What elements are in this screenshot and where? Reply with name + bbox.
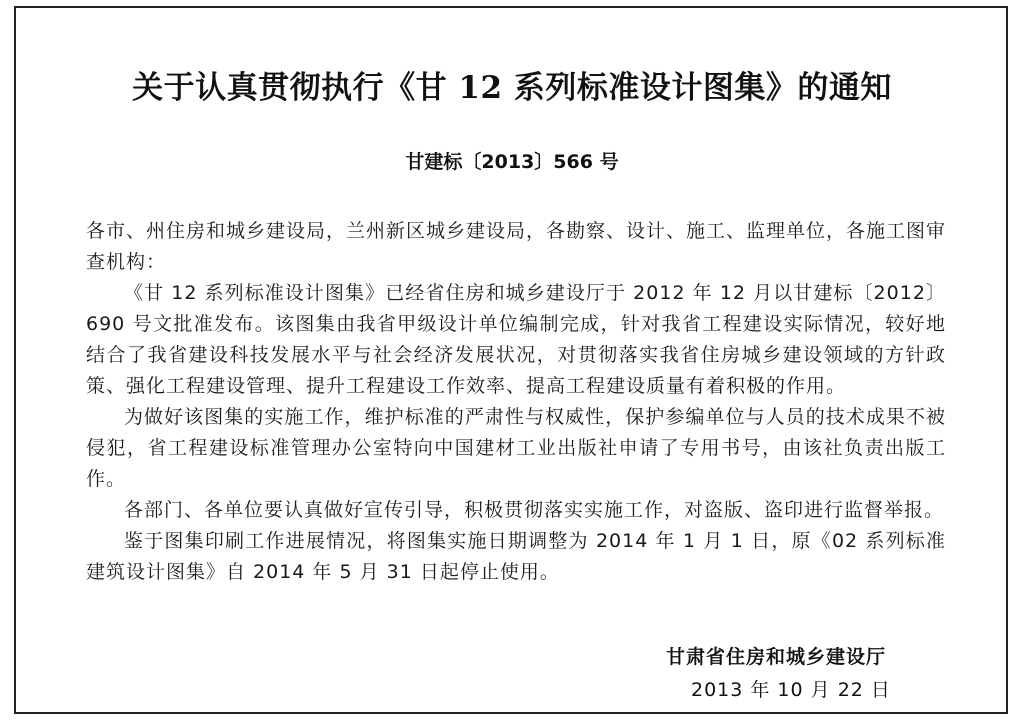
addressee-paragraph: 各市、州住房和城乡建设局，兰州新区城乡建设局，各勘察、设计、施工、监理单位，各施工图审查机构：	[86, 220, 947, 273]
body-paragraph: 为做好该图集的实施工作，维护标准的严肃性与权威性，保护参编单位与人员的技术成果不被侵犯，省工程建设标准管理办公室特向中国建材工业出版社申请了专用书号，由该社负责出版工作。	[86, 406, 946, 490]
body-paragraph: 《甘 12 系列标准设计图集》已经省住房和城乡建设厅于 2012 年 12 月以甘建标〔2012〕690 号文批准发布。该图集由我省甲级设计单位编制完成，针对我省工程建设实际情况，较好地结合了我省建设科技发展水平与社会经济发展状况，对贯彻落实我省住房城乡建设领域的方针政策、强化工程建设管理、提升工程建设工作效率、提高工程建设质量有着积极的作用。	[86, 282, 946, 397]
document-title: 关于认真贯彻执行《甘 12 系列标准设计图集》的通知	[132, 70, 892, 106]
document-number: 甘建标〔2013〕566 号	[405, 151, 619, 173]
notice-body	[86, 216, 946, 588]
body-paragraph: 各部门、各单位要认真做好宣传引导，积极贯彻落实实施工作，对盗版、盗印进行监督举报。	[124, 499, 945, 521]
issue-date: 2013 年 10 月 22 日	[691, 679, 891, 701]
body-paragraph: 鉴于图集印刷工作进展情况，将图集实施日期调整为 2014 年 1 月 1 日，原《02 系列标准建筑设计图集》自 2014 年 5 月 31 日起停止使用。	[86, 530, 946, 583]
issuing-authority: 甘肃省住房和城乡建设厅	[666, 646, 887, 668]
